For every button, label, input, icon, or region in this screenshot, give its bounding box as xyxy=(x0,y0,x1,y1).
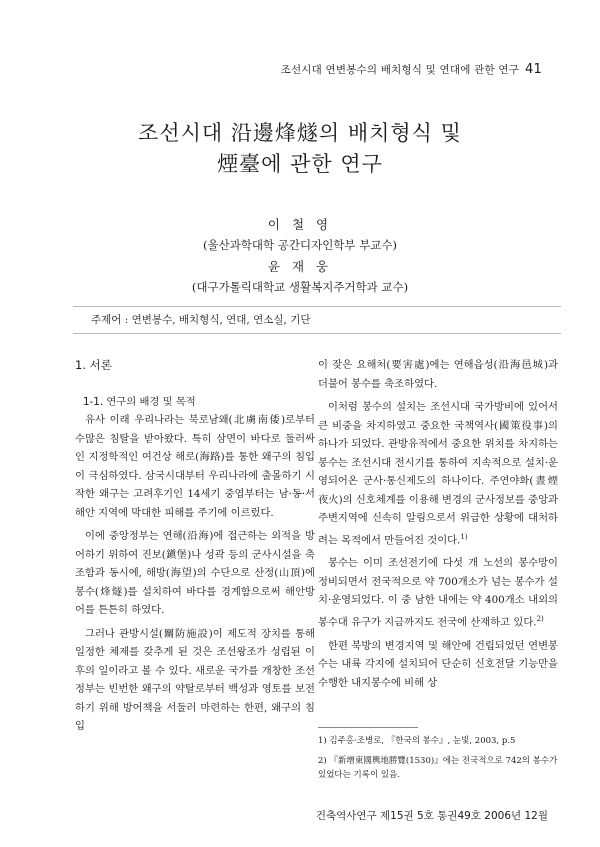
body-paragraph xyxy=(318,398,558,549)
body-paragraph: 그러나 관방시설(關防施設)이 제도적 장치를 통해 일정한 체제를 갖추게 된 것은 조선왕조가 성립된 이후의 일이라고 볼 수 있다. 새로운 국가를 개창한 조선정부는 빈번한 왜구의 약탈로부터 백성과 영토를 보전하기 위해 방어책을 서둘러 마련하는 한편, 왜구의 침입 xyxy=(75,627,315,732)
footnote: 1) 김주홍·조병로, 『한국의 봉수』, 눈빛, 2003, p.5 xyxy=(318,736,516,746)
author-affiliation: (울산과학대학 공간디자인학부 부교수) xyxy=(202,238,398,252)
right-column xyxy=(318,356,558,697)
author-block xyxy=(0,214,600,298)
body-paragraph: 이에 중앙정부는 연해(沿海)에 접근하는 외적을 방어하기 위하여 진보(鎭堡)나 성곽 등의 군사시설을 축조함과 동시에, 해방(海望)의 수단으로 산정(山頂)에 봉수(烽燧)를 설치하여 바다를 경계함으로써 해안방어를 튼튼히 하였다. xyxy=(75,530,315,616)
footnote: 2) 『新增東國輿地勝覽(1530)』에는 전국적으로 742의 봉수가 있었다는 기록이 있음. xyxy=(318,756,558,780)
running-title: 조선시대 연변봉수의 배치형식 및 연대에 관한 연구 xyxy=(280,64,520,76)
footnote-mark[interactable]: 2) xyxy=(536,614,544,623)
paragraph-text: 봉수는 이미 조선전기에 다섯 개 노선의 봉수망이 정비되면서 전국적으로 약 700개소가 넘는 봉수가 설치·운영되었다. 이 중 남한 내에는 약 400개소 내외의 봉수대 유구가 지금까지도 전국에 산재하고 있다. xyxy=(318,557,558,629)
author-name: 이 철 영 xyxy=(267,217,333,232)
body-paragraph xyxy=(318,554,558,631)
body-paragraph: 유사 이래 우리나라는 북로남왜(北虜南倭)로부터 수많은 침탈을 받아왔다. 특히 삼면이 바다로 둘러싸인 지정학적인 여건상 해로(海路)를 통한 왜구의 침입이 극심하였다. 삼국시대부터 우리나라에 출몰하기 시작한 왜구는 고려후기인 14세기 중엽부터는 남·동·서해안 지역에 막대한 피해를 주기에 이르렀다. xyxy=(75,414,315,519)
keywords-box: 주제어 : 연변봉수, 배치형식, 연대, 연소실, 기단 xyxy=(73,306,561,334)
title-line-2: 煙臺에 관한 연구 xyxy=(217,152,383,176)
body-paragraph: 이 잦은 요해처(要害處)에는 연해읍성(沿海邑城)과 더불어 봉수를 축조하였다. xyxy=(318,359,558,390)
page-number: 41 xyxy=(525,62,542,77)
subsection-heading: 1-1. 연구의 배경 및 목적 xyxy=(83,395,196,408)
running-header xyxy=(281,62,542,77)
footnotes xyxy=(318,727,558,788)
section-heading: 1. 서론 xyxy=(75,358,112,372)
journal-footer: 건축역사연구 제15권 5호 통권49호 2006년 12월 xyxy=(315,810,548,822)
paragraph-text: 이처럼 봉수의 설치는 조선시대 국가방비에 있어서 큰 비중을 차지하였고 중요한 국책역사(國策役事)의 하나가 되었다. 관방유적에서 중요한 위치를 차지하는 봉수는 조선시대 전시기를 통하여 지속적으로 설치·운영되어온 군사·통신제도의 하나이다. 주연야화(晝煙夜火)의 신호체계를 이용해 변경의 군사정보를 중앙과 주변지역에 신속히 알림으로서 위급한 상황에 대처하려는 목적에서 만들어진 것이다. xyxy=(318,401,558,546)
body-paragraph: 한편 북방의 변경지역 및 해안에 건립되었던 연변봉수는 내륙 각지에 설치되어 단순히 신호전달 기능만을 수행한 내지봉수에 비해 상 xyxy=(318,639,558,689)
footnote-mark[interactable]: 1) xyxy=(460,532,468,541)
left-column xyxy=(75,356,315,741)
author-affiliation: (대구가톨릭대학교 생활복지주거학과 교수) xyxy=(191,280,409,294)
footnote-divider xyxy=(318,727,418,728)
title-line-1: 조선시대 沿邊烽燧의 배치형식 및 xyxy=(138,121,462,145)
author-name: 윤 재 웅 xyxy=(267,259,333,274)
paper-title xyxy=(0,118,600,180)
